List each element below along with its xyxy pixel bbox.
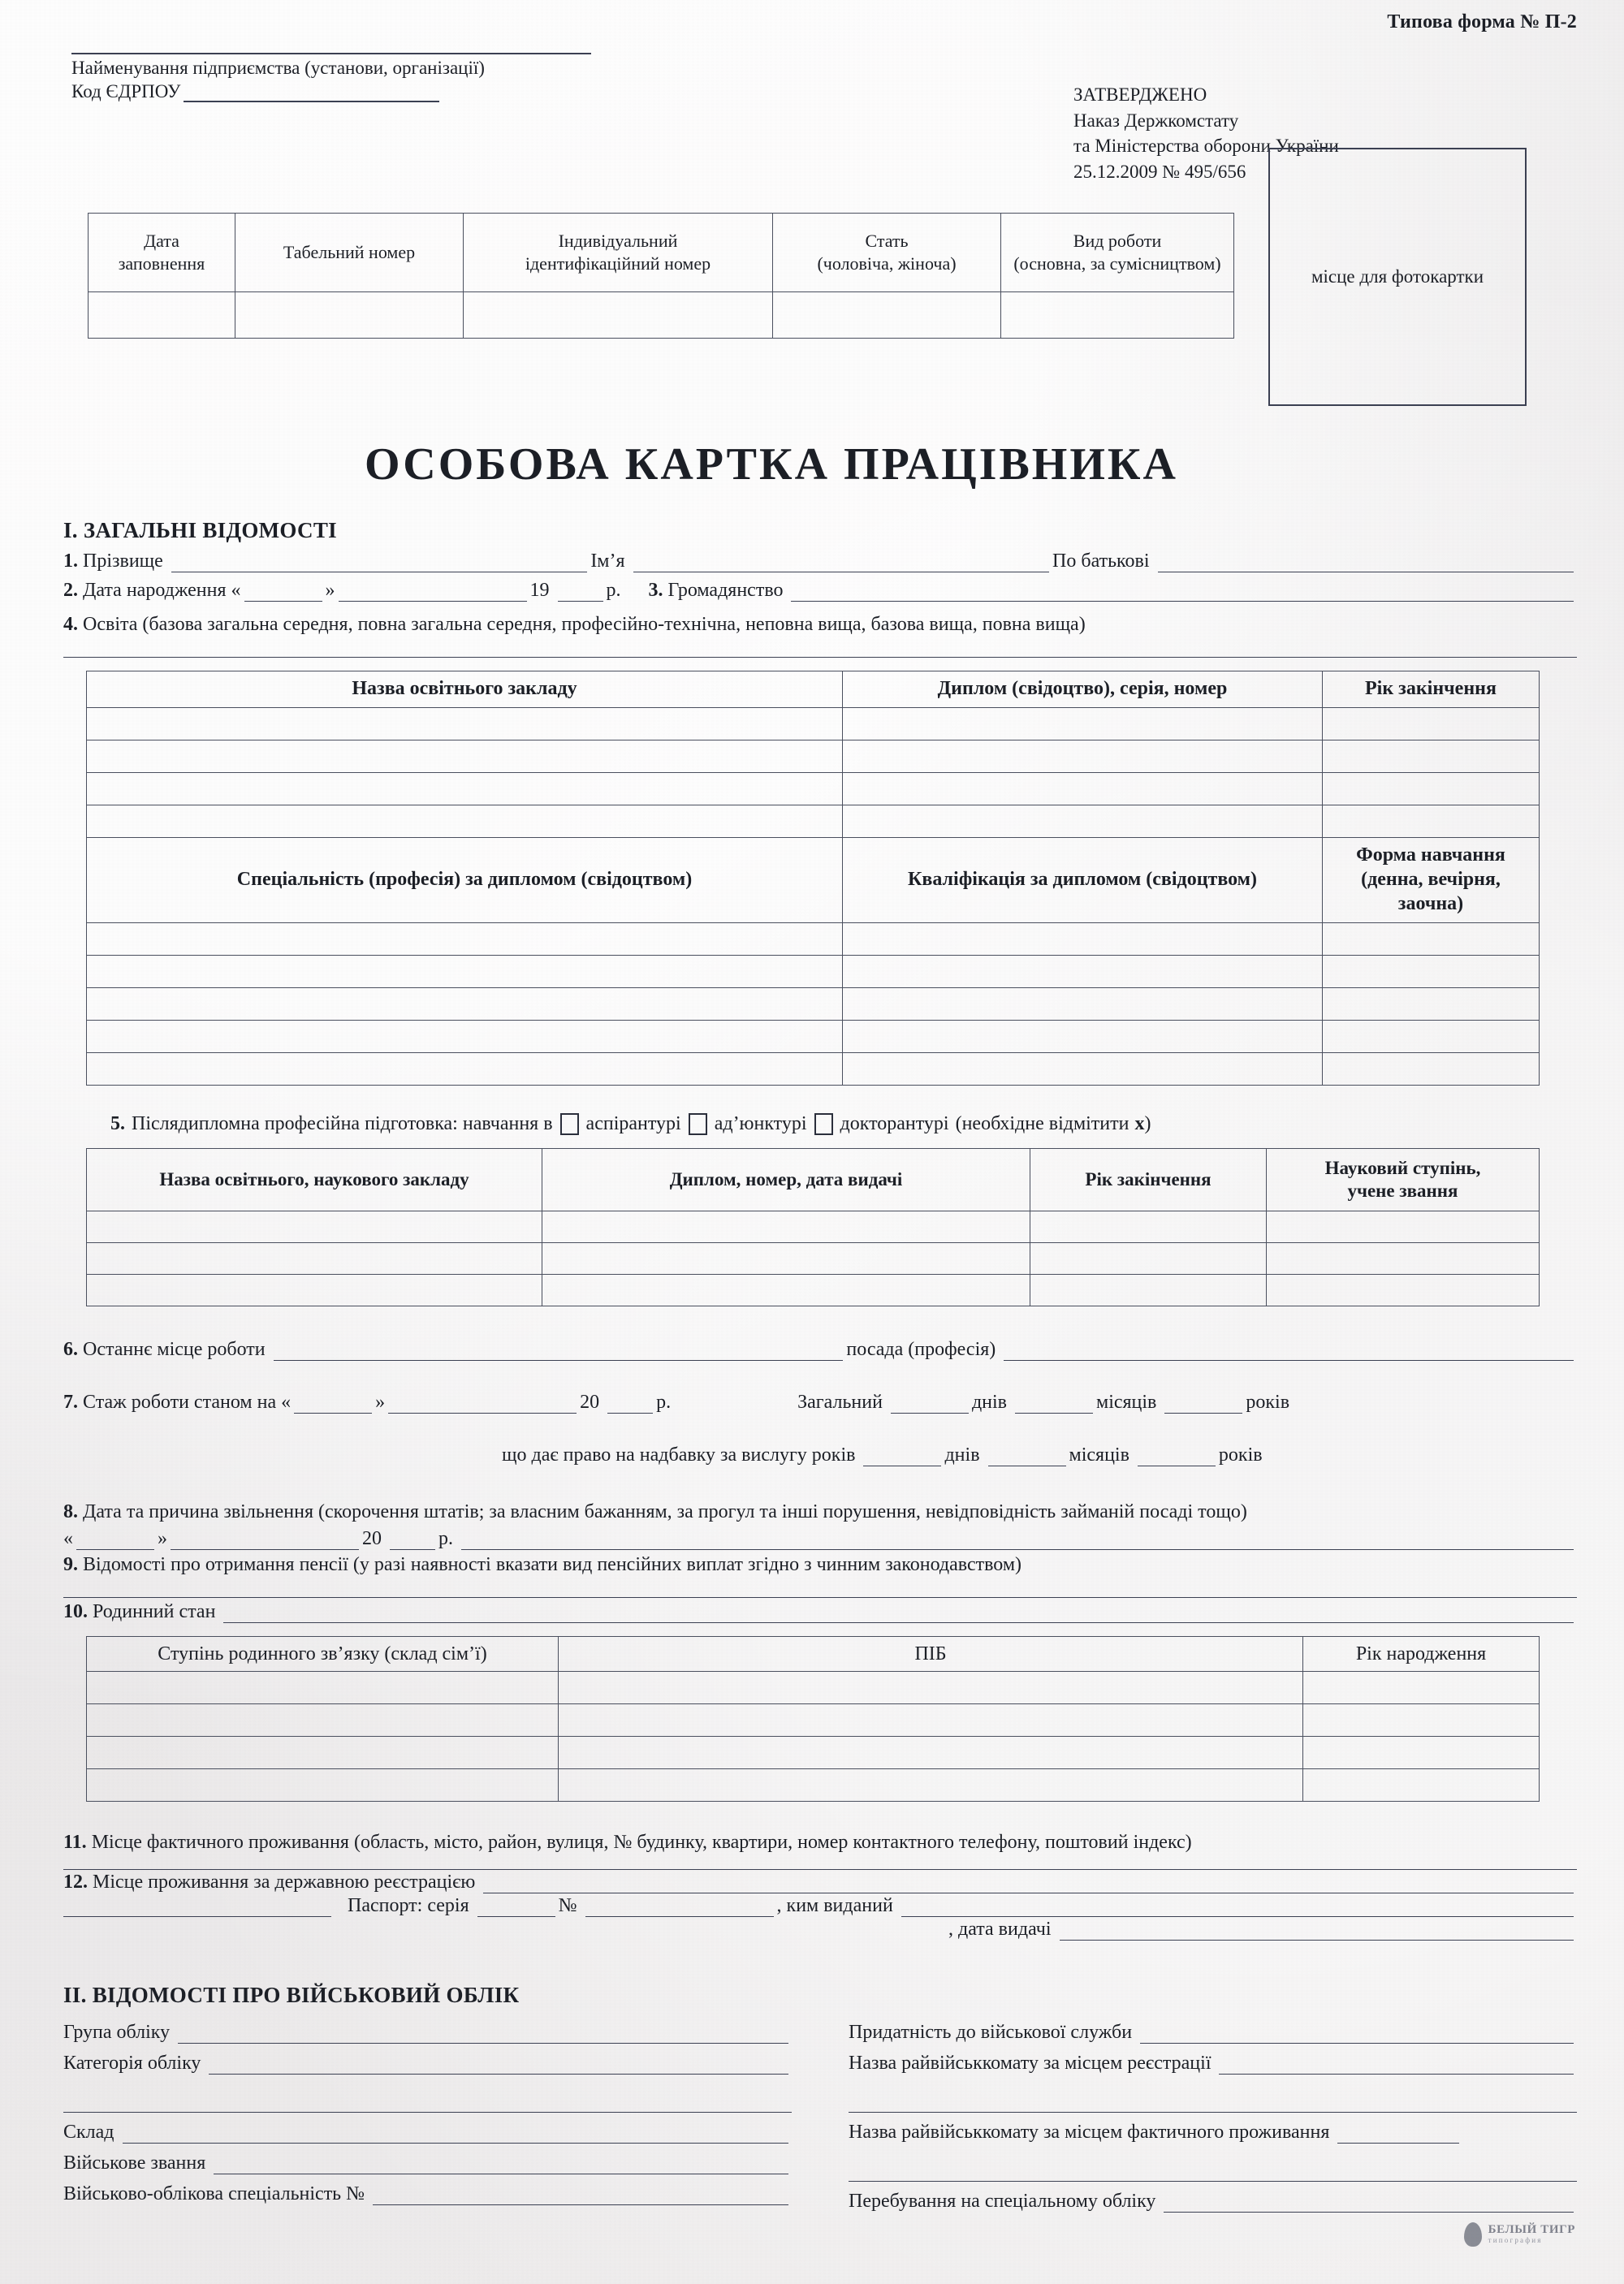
item-5-option-3: докторантурі <box>840 1113 949 1135</box>
edu-th-diploma: Диплом (свідоцтво), серія, номер <box>843 671 1323 708</box>
postgraduate-table <box>86 1148 1540 1306</box>
row-item-5-postgraduate <box>63 1113 1577 1135</box>
education-header-row-b <box>87 838 1540 923</box>
edu-cell-study-form[interactable] <box>1323 923 1540 956</box>
edrpou-row <box>71 81 640 102</box>
passport-issued-by-input-line[interactable] <box>901 1899 1574 1917</box>
item-8-text: Дата та причина звільнення (скорочення штатів; за власним бажанням, за прогул та інші порушення, невідповідність займаній посаді тощо) <box>83 1501 1247 1523</box>
item-8-quote-close: » <box>158 1528 167 1550</box>
table-row <box>87 1053 1540 1086</box>
edu-cell-institution[interactable] <box>87 740 843 773</box>
edu-cell-study-form[interactable] <box>1323 1021 1540 1053</box>
fam-cell-fullname[interactable] <box>559 1769 1303 1802</box>
edu-cell-diploma[interactable] <box>843 740 1323 773</box>
citizenship-input-line[interactable] <box>791 584 1574 602</box>
military-left-column <box>63 2013 792 2213</box>
post-cell-diploma[interactable] <box>542 1211 1030 1243</box>
edu-cell-year[interactable] <box>1323 805 1540 838</box>
item-7-bonus-days-label: днів <box>944 1444 980 1466</box>
edu-cell-specialty[interactable] <box>87 1053 843 1086</box>
post-th-institution: Назва освітнього, наукового закладу <box>87 1149 542 1211</box>
table-row <box>87 1672 1540 1704</box>
edu-cell-institution[interactable] <box>87 773 843 805</box>
service-branch-input-line[interactable] <box>123 2126 788 2144</box>
edu-cell-year[interactable] <box>1323 740 1540 773</box>
item-3-number: 3. <box>648 579 663 601</box>
row-military-rank <box>63 2152 792 2174</box>
fam-cell-relation[interactable] <box>87 1672 559 1704</box>
table-row <box>87 1211 1540 1243</box>
registration-group-input-line[interactable] <box>178 2026 788 2044</box>
birth-year-input-line[interactable] <box>558 584 603 602</box>
item-5-option-1: аспірантурі <box>585 1113 681 1135</box>
dismissal-reason-input-line[interactable] <box>461 1532 1574 1550</box>
row-special-registration <box>849 2191 1577 2213</box>
row-item-2-birthdate <box>63 580 1577 602</box>
row-registration-category <box>63 2053 792 2075</box>
edu-th-specialty: Спеціальність (професія) за дипломом (свідоцтвом) <box>87 838 843 923</box>
row-passport-issue-date <box>63 1919 1577 1941</box>
passport-issue-date-label: , дата видачі <box>948 1918 1052 1940</box>
fam-cell-fullname[interactable] <box>559 1704 1303 1737</box>
item-9-text: Відомості про отримання пенсії (у разі наявності вказати вид пенсійних виплат згідно з чинним законодавством) <box>83 1554 1022 1576</box>
passport-issue-date-input-line[interactable] <box>1060 1923 1574 1941</box>
edu-cell-qualification[interactable] <box>843 923 1323 956</box>
commissariat-registration-label: Назва райвійськкомату за місцем реєстрації <box>849 2052 1212 2074</box>
fam-cell-fullname[interactable] <box>559 1737 1303 1769</box>
item-5-mark: х <box>1134 1113 1145 1135</box>
organization-block <box>63 53 640 102</box>
special-registration-label: Перебування на спеціальному обліку <box>849 2190 1156 2212</box>
table-row <box>87 1769 1540 1802</box>
info-td-fill-date[interactable] <box>89 291 235 338</box>
post-cell-institution[interactable] <box>87 1211 542 1243</box>
table-row <box>87 1704 1540 1737</box>
printer-subtitle: типография <box>1488 2236 1543 2245</box>
fam-cell-relation[interactable] <box>87 1737 559 1769</box>
fam-th-birthyear: Рік народження <box>1303 1637 1540 1672</box>
item-2-quote-close: » <box>325 579 335 601</box>
info-td-work-type[interactable] <box>1001 291 1234 338</box>
birth-month-input-line[interactable] <box>339 584 527 602</box>
last-position-input-line[interactable] <box>1004 1343 1574 1361</box>
fam-cell-birthyear[interactable] <box>1303 1704 1540 1737</box>
edrpou-input-line[interactable] <box>184 84 439 102</box>
surname-input-line[interactable] <box>171 555 588 572</box>
item-5-text-after: (необхідне відмітити <box>955 1113 1129 1135</box>
registration-group-label: Група обліку <box>63 2021 171 2043</box>
dismissal-day-input-line[interactable] <box>76 1532 154 1550</box>
post-th-degree: Науковий ступінь, учене звання <box>1267 1149 1540 1211</box>
item-12-label: Місце проживання за державною реєстрацією <box>93 1871 476 1893</box>
edu-th-study-form: Форма навчання (денна, вечірня, заочна) <box>1323 838 1540 923</box>
military-rank-label: Військове звання <box>63 2152 206 2174</box>
education-table <box>86 671 1540 1086</box>
post-cell-diploma[interactable] <box>542 1243 1030 1275</box>
row-military-specialty <box>63 2183 792 2205</box>
edu-cell-institution[interactable] <box>87 805 843 838</box>
table-row <box>87 740 1540 773</box>
dismissal-month-input-line[interactable] <box>171 1532 359 1550</box>
item-7-label: Стаж роботи станом на <box>83 1392 277 1414</box>
table-row <box>87 1737 1540 1769</box>
commissariat-residence-label: Назва райвійськкомату за місцем фактичного проживання <box>849 2121 1330 2143</box>
item-7-number: 7. <box>63 1392 78 1414</box>
item-7-days-label: днів <box>971 1392 1007 1414</box>
row-item-7-seniority-bonus <box>63 1444 1577 1466</box>
post-th-grad-year: Рік закінчення <box>1030 1149 1267 1211</box>
passport-number-input-line[interactable] <box>585 1899 774 1917</box>
fam-cell-birthyear[interactable] <box>1303 1737 1540 1769</box>
edu-cell-specialty[interactable] <box>87 988 843 1021</box>
passport-number-sign: № <box>558 1894 577 1916</box>
organization-caption: Найменування підприємства (установи, організації) <box>71 58 485 78</box>
organization-name-line[interactable] <box>71 53 591 54</box>
item-10-number: 10. <box>63 1601 88 1623</box>
item-6-number: 6. <box>63 1339 78 1361</box>
fam-th-relation: Ступінь родинного зв’язку (склад сім’ї) <box>87 1637 559 1672</box>
info-td-personnel-no[interactable] <box>235 291 464 338</box>
fam-cell-birthyear[interactable] <box>1303 1769 1540 1802</box>
post-th-diploma: Диплом, номер, дата видачі <box>542 1149 1030 1211</box>
table-row <box>87 956 1540 988</box>
service-branch-label: Склад <box>63 2121 114 2143</box>
approval-line-1: ЗАТВЕРДЖЕНО <box>1073 84 1207 105</box>
item-8-year-prefix: 20 <box>362 1528 382 1550</box>
table-row <box>87 708 1540 740</box>
edu-th-qualification: Кваліфікація за дипломом (свідоцтвом) <box>843 838 1323 923</box>
edu-cell-specialty[interactable] <box>87 1021 843 1053</box>
item-7-year-suffix: р. <box>656 1392 672 1414</box>
bonus-months-input-line[interactable] <box>988 1449 1066 1466</box>
checkbox-adjunktura[interactable] <box>689 1113 707 1135</box>
photo-placeholder-box[interactable] <box>1268 148 1527 406</box>
info-td-sex[interactable] <box>773 291 1001 338</box>
item-6-position-label: посада (професія) <box>846 1339 996 1361</box>
row-item-10-family-status <box>63 1601 1577 1623</box>
total-days-input-line[interactable] <box>891 1396 969 1414</box>
post-cell-degree[interactable] <box>1267 1211 1540 1243</box>
family-header-row <box>87 1637 1540 1672</box>
item-3-label: Громадянство <box>667 579 784 601</box>
edu-cell-specialty[interactable] <box>87 956 843 988</box>
table-row <box>87 773 1540 805</box>
table-row <box>87 988 1540 1021</box>
table-row <box>87 1243 1540 1275</box>
item-8-number: 8. <box>63 1501 78 1523</box>
military-specialty-label: Військово-облікова спеціальність № <box>63 2183 365 2204</box>
item-7-years-label: років <box>1246 1392 1290 1414</box>
printer-watermark-text <box>1488 2224 1575 2244</box>
military-right-column <box>849 2013 1577 2213</box>
last-workplace-input-line[interactable] <box>274 1343 844 1361</box>
passport-issued-by-label: , ким виданий <box>776 1894 893 1916</box>
edu-cell-diploma[interactable] <box>843 773 1323 805</box>
row-item-11-residence <box>63 1829 1577 1855</box>
info-th-personnel-no: Табельний номер <box>235 213 464 291</box>
edu-cell-qualification[interactable] <box>843 988 1323 1021</box>
edu-th-institution: Назва освітнього закладу <box>87 671 843 708</box>
item-12-number: 12. <box>63 1871 88 1893</box>
item-11-number: 11. <box>63 1832 87 1854</box>
bonus-years-input-line[interactable] <box>1138 1449 1216 1466</box>
approval-line-2: Наказ Держкомстату <box>1073 110 1239 131</box>
fam-cell-birthyear[interactable] <box>1303 1672 1540 1704</box>
post-cell-institution[interactable] <box>87 1275 542 1306</box>
item-4-text: Освіта (базова загальна середня, повна загальна середня, професійно-технічна, неповна вища, базова вища, повна вища) <box>83 613 1086 635</box>
edu-cell-diploma[interactable] <box>843 805 1323 838</box>
experience-day-input-line[interactable] <box>294 1396 372 1414</box>
family-status-input-line[interactable] <box>223 1605 1574 1623</box>
item-8-quote-open: « <box>63 1528 73 1550</box>
registration-category-input-line-2[interactable] <box>63 2092 792 2113</box>
item-5-text-before: Післядипломна професійна підготовка: навчання в <box>132 1113 553 1135</box>
item-5-number: 5. <box>110 1113 125 1135</box>
registration-category-input-line[interactable] <box>209 2057 788 2075</box>
row-service-fitness <box>849 2022 1577 2044</box>
commissariat-registration-input-line-2[interactable] <box>849 2092 1577 2113</box>
item-7-quote-open: « <box>281 1392 292 1414</box>
item-1-surname-label: Прізвище <box>83 550 163 572</box>
info-th-work-type: Вид роботи (основна, за сумісництвом) <box>1001 213 1234 291</box>
post-cell-diploma[interactable] <box>542 1275 1030 1306</box>
item-1-patronymic-label: По батькові <box>1052 550 1150 572</box>
checkbox-aspirantura[interactable] <box>560 1113 579 1135</box>
item-7-quote-close: » <box>375 1392 386 1414</box>
pension-input-line[interactable] <box>63 1578 1577 1598</box>
postgraduate-header-row <box>87 1149 1540 1211</box>
edu-cell-specialty[interactable] <box>87 923 843 956</box>
row-commissariat-registration <box>849 2053 1577 2075</box>
total-months-input-line[interactable] <box>1015 1396 1093 1414</box>
form-number: Типова форма № П-2 <box>1387 11 1577 32</box>
item-2-label: Дата народження <box>83 579 227 601</box>
birth-day-input-line[interactable] <box>244 584 322 602</box>
item-7-months-label: місяців <box>1096 1392 1157 1414</box>
item-9-number: 9. <box>63 1554 78 1576</box>
item-2-year-suffix: р. <box>606 579 621 601</box>
edu-cell-study-form[interactable] <box>1323 1053 1540 1086</box>
edu-cell-qualification[interactable] <box>843 1053 1323 1086</box>
post-cell-degree[interactable] <box>1267 1275 1540 1306</box>
family-table <box>86 1636 1540 1802</box>
tiger-logo-icon <box>1464 2222 1482 2247</box>
dismissal-year-input-line[interactable] <box>390 1532 435 1550</box>
row-commissariat-residence <box>849 2122 1577 2144</box>
registered-residence-input-line[interactable] <box>483 1876 1574 1893</box>
edu-cell-institution[interactable] <box>87 708 843 740</box>
printer-name: БЕЛЫЙ ТИГР <box>1488 2223 1575 2237</box>
edu-cell-qualification[interactable] <box>843 956 1323 988</box>
item-5-text-close: ) <box>1144 1113 1151 1135</box>
experience-month-input-line[interactable] <box>388 1396 577 1414</box>
edu-cell-year[interactable] <box>1323 773 1540 805</box>
table-row <box>87 1021 1540 1053</box>
row-service-branch <box>63 2122 792 2144</box>
item-1-name-label: Ім’я <box>590 550 625 572</box>
fam-cell-relation[interactable] <box>87 1769 559 1802</box>
checkbox-doktorantura[interactable] <box>814 1113 833 1135</box>
info-th-fill-date: Дата заповнення <box>89 213 235 291</box>
military-section <box>63 2013 1577 2213</box>
row-item-12-registered-residence <box>63 1872 1577 1893</box>
table-row <box>87 1275 1540 1306</box>
item-7-bonus-years-label: років <box>1218 1444 1263 1466</box>
employee-info-table <box>88 213 1234 339</box>
photo-placeholder-label: місце для фотокартки <box>1311 266 1484 287</box>
fam-cell-relation[interactable] <box>87 1704 559 1737</box>
table-row <box>87 923 1540 956</box>
fam-cell-fullname[interactable] <box>559 1672 1303 1704</box>
edu-cell-diploma[interactable] <box>843 708 1323 740</box>
row-item-1-fullname <box>63 550 1577 572</box>
commissariat-registration-input-line[interactable] <box>1219 2057 1574 2075</box>
edu-th-grad-year: Рік закінчення <box>1323 671 1540 708</box>
firstname-input-line[interactable] <box>633 555 1050 572</box>
military-rank-input-line[interactable] <box>214 2157 788 2174</box>
info-td-tax-id[interactable] <box>464 291 773 338</box>
registered-residence-input-line-2[interactable] <box>63 1899 331 1917</box>
row-item-9-pension <box>63 1552 1577 1578</box>
edu-cell-qualification[interactable] <box>843 1021 1323 1053</box>
edrpou-label: Код ЄДРПОУ <box>71 81 181 102</box>
service-fitness-label: Придатність до військової служби <box>849 2021 1133 2043</box>
item-7-bonus-label: що дає право на надбавку за вислугу років <box>502 1444 856 1466</box>
row-item-8-dismissal <box>63 1499 1577 1525</box>
registration-category-label: Категорія обліку <box>63 2052 201 2074</box>
row-item-8-date <box>63 1528 1577 1550</box>
education-input-line[interactable] <box>63 637 1577 658</box>
printer-watermark <box>1464 2222 1575 2247</box>
approval-line-3: та Міністерства оборони України <box>1073 136 1339 157</box>
item-10-label: Родинний стан <box>93 1601 216 1623</box>
item-4-number: 4. <box>63 613 78 635</box>
post-cell-year[interactable] <box>1030 1243 1267 1275</box>
commissariat-residence-input-line-2[interactable] <box>849 2161 1577 2182</box>
bonus-days-input-line[interactable] <box>863 1449 941 1466</box>
info-th-sex: Стать (чоловіча, жіноча) <box>773 213 1001 291</box>
item-2-year-prefix: 19 <box>529 579 550 601</box>
item-7-year-prefix: 20 <box>580 1392 600 1414</box>
approval-line-4: 25.12.2009 № 495/656 <box>1073 162 1246 183</box>
section-1-heading: І. ЗАГАЛЬНІ ВІДОМОСТІ <box>63 517 337 542</box>
item-1-number: 1. <box>63 550 78 572</box>
table-row <box>87 805 1540 838</box>
residence-input-line[interactable] <box>63 1856 1577 1870</box>
service-fitness-input-line[interactable] <box>1140 2026 1574 2044</box>
row-registration-group <box>63 2022 792 2044</box>
page-title: ОСОБОВА КАРТКА ПРАЦІВНИКА <box>365 438 1178 490</box>
item-2-quote-open: « <box>231 579 241 601</box>
row-item-7-experience <box>63 1392 1577 1414</box>
item-7-total-label: Загальний <box>797 1392 883 1414</box>
post-cell-institution[interactable] <box>87 1243 542 1275</box>
post-cell-year[interactable] <box>1030 1211 1267 1243</box>
info-table-value-row <box>89 291 1234 338</box>
info-table-header-row <box>89 213 1234 291</box>
edu-cell-study-form[interactable] <box>1323 988 1540 1021</box>
edu-cell-year[interactable] <box>1323 708 1540 740</box>
passport-series-input-line[interactable] <box>477 1899 555 1917</box>
item-11-text: Місце фактичного проживання (область, місто, район, вулиця, № будинку, квартири, номер контактного телефону, поштовий індекс) <box>91 1832 1192 1854</box>
edu-cell-study-form[interactable] <box>1323 956 1540 988</box>
item-8-year-suffix: р. <box>438 1528 453 1550</box>
patronymic-input-line[interactable] <box>1158 555 1574 572</box>
commissariat-residence-input-line[interactable] <box>1337 2126 1459 2144</box>
post-cell-year[interactable] <box>1030 1275 1267 1306</box>
education-header-row-a <box>87 671 1540 708</box>
item-2-number: 2. <box>63 579 78 601</box>
row-passport <box>63 1895 1577 1917</box>
post-cell-degree[interactable] <box>1267 1243 1540 1275</box>
row-item-6-last-workplace <box>63 1339 1577 1361</box>
total-years-input-line[interactable] <box>1164 1396 1242 1414</box>
experience-year-input-line[interactable] <box>607 1396 653 1414</box>
top-zone <box>63 213 1577 406</box>
item-5-option-2: ад’юнктурі <box>714 1113 807 1135</box>
item-7-bonus-months-label: місяців <box>1069 1444 1129 1466</box>
military-specialty-input-line[interactable] <box>373 2187 788 2205</box>
fam-th-fullname: ПІБ <box>559 1637 1303 1672</box>
section-2-heading: ІІ. ВІДОМОСТІ ПРО ВІЙСЬКОВИЙ ОБЛІК <box>63 1982 520 2007</box>
passport-label: Паспорт: серія <box>348 1894 469 1916</box>
info-th-tax-id: Індивідуальний ідентифікаційний номер <box>464 213 773 291</box>
item-6-label: Останнє місце роботи <box>83 1339 266 1361</box>
special-registration-input-line[interactable] <box>1164 2195 1574 2213</box>
row-item-4-education <box>63 611 1577 637</box>
